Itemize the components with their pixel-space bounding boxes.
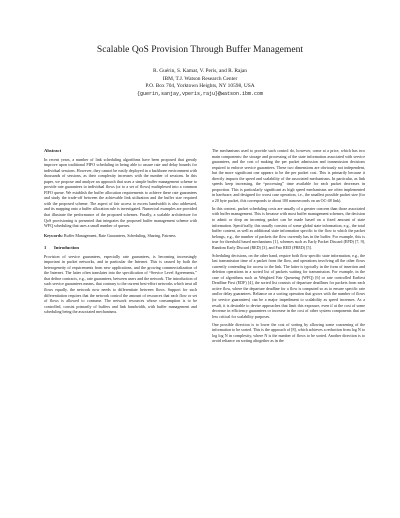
body-paragraph-3: Scheduling decisions, on the other hand, require both flow specific state information, e.g., the last transmission time of a packet from the flow, and operations involving all the other flows currently contending for access to the link. The latter is typically in the form of insertion and deletion operations in a sorted list of packets waiting for transmission. For example, in the case of algorithms such as Weighted Fair Queueing (WFQ) [6] or rate controlled Earliest Deadline First (EDF) [4], the sorted list consists of departure deadlines for packets from each active flow, where the departure deadline for a flow is computed so as to ensure specific rate and/or delay guarantees. Reliance on a sorting operation that grows with the number of flows (or service guarantees) can be a major impediment to scalability as speed increases. As a result, it is desirable to devise approaches that limit this exposure, even if at the cost of some decrease in efficiency guarantees or increase in the cost of other system components that are less critical for scalability purposes. [212, 252, 365, 319]
body-paragraph-4: One possible direction is to lower the cost of sorting by allowing some coarsening of the information to be sorted. This is the approach of [8], which achieves a reduction from log N to log log N in complexity, where N is the number of flows to be sorted. Another direction is to avoid reliance on sorting altogether as in the [212, 321, 365, 344]
left-column [44, 148, 197, 317]
keywords-list: Buffer Management, Rate Guarantees, Scheduling, Sharing, Fairness [63, 232, 176, 238]
abstract-heading: Abstract [44, 148, 62, 153]
author-block [0, 68, 400, 98]
address: P.O. Box 704, Yorktown Heights, NY 10598, USA [145, 83, 255, 90]
section-title: Introduction [54, 245, 79, 251]
author-names: R. Guérin, S. Kamat, V. Peris, and R. Rajan [153, 68, 247, 74]
keywords [44, 233, 197, 239]
body-paragraph-1: The mechanisms used to provide such control do, however, come at a price, which has two main components: the storage and processing of the state information associated with service guarantees, and the cost of making the per packet admission and transmission decisions required to enforce service guarantees. These two dimensions are obviously not independent, but the more significant one appears to be the per packet cost. This is primarily because it directly impacts the speed and scalability of the associated mechanisms. In particular, as link speeds keep increasing, the “processing” time available for each packet decreases in proportion. This is particularly significant as high speed mechanisms are often implemented in hardware, and designed for worst case operation, i.e., the smallest possible packet size (for a 20 byte packet, this corresponds to about 100 nanoseconds on an OC-48 link). [212, 148, 365, 203]
author-emails: {guerin,sanjay,vperis,raju}@watson.ibm.com [136, 90, 264, 97]
paper-title: Scalable QoS Provision Through Buffer Management [96, 44, 304, 55]
keywords-label: Keywords: [44, 232, 63, 238]
section-number: 1 [44, 245, 47, 251]
affiliation: IBM, T.J. Watson Research Center [162, 75, 238, 82]
section-heading-introduction [44, 245, 197, 251]
intro-paragraph-1: Provision of service guarantees, especially rate guarantees, is becoming increasingly important in packet networks, and in particular the Internet. This is caused by both the heterogeneity of requirements from new applications, and the growing commercialization of the Internet. The latter often translates into the specification of “Service Level Agreements,” that define contracts, e.g., rate guarantees, between users and the network. The introduction of such service guarantees means, that contrary to the current best-effort networks which treat all flows equally, the network now needs to differentiate between flows. Support for such differentiation requires that the network control the amount of resources that each flow or set of flows is allowed to consume. The network resources whose consumption is to be controlled, consist primarily of buffers and link bandwidth, with buffer management and scheduling being the associated mechanisms. [44, 253, 197, 315]
abstract-text: In recent years, a number of link scheduling algorithms have been proposed that greatly improve upon traditional FIFO scheduling in being able to assure rate and delay bounds for individual sessions. However, they cannot be easily deployed in a backbone environment with thousands of sessions, as their complexity increases with the number of sessions. In this paper, we propose and analyze an approach that uses a simple buffer management scheme to provide rate guarantees to individual flows (or to a set of flows) multiplexed into a common FIFO queue. We establish the buffer allocation requirements to achieve these rate guarantees and study the trade-off between the achievable link utilization and the buffer size required with the proposed scheme. The aspect of fair access to excess bandwidth is also addressed, and its mapping onto a buffer allocation rule is investigated. Numerical examples are provided that illustrate the performance of the proposed schemes. Finally, a scalable architecture for QoS provisioning is presented that integrates the proposed buffer management scheme with WFQ scheduling that uses a small number of queues. [44, 156, 197, 229]
right-column [212, 148, 365, 346]
body-paragraph-2: In this context, packet scheduling costs are usually of a greater concern than those associated with buffer management. This is because with most buffer management schemes, the decision to admit or drop an incoming packet can be made based on a fixed amount of state information. Specifically, this usually consists of some global state information, e.g., the total buffer content, as well as additional state information specific to the flow to which the packet belongs, e.g., the number of packets the flow currently has in the buffer. For example, this is true for threshold based mechanisms [1], schemes such as Early Packet Discard (EPD) [7, 9], Random Early Discard (RED) [3], and Fair RED (FRED) [5]. [212, 205, 365, 250]
